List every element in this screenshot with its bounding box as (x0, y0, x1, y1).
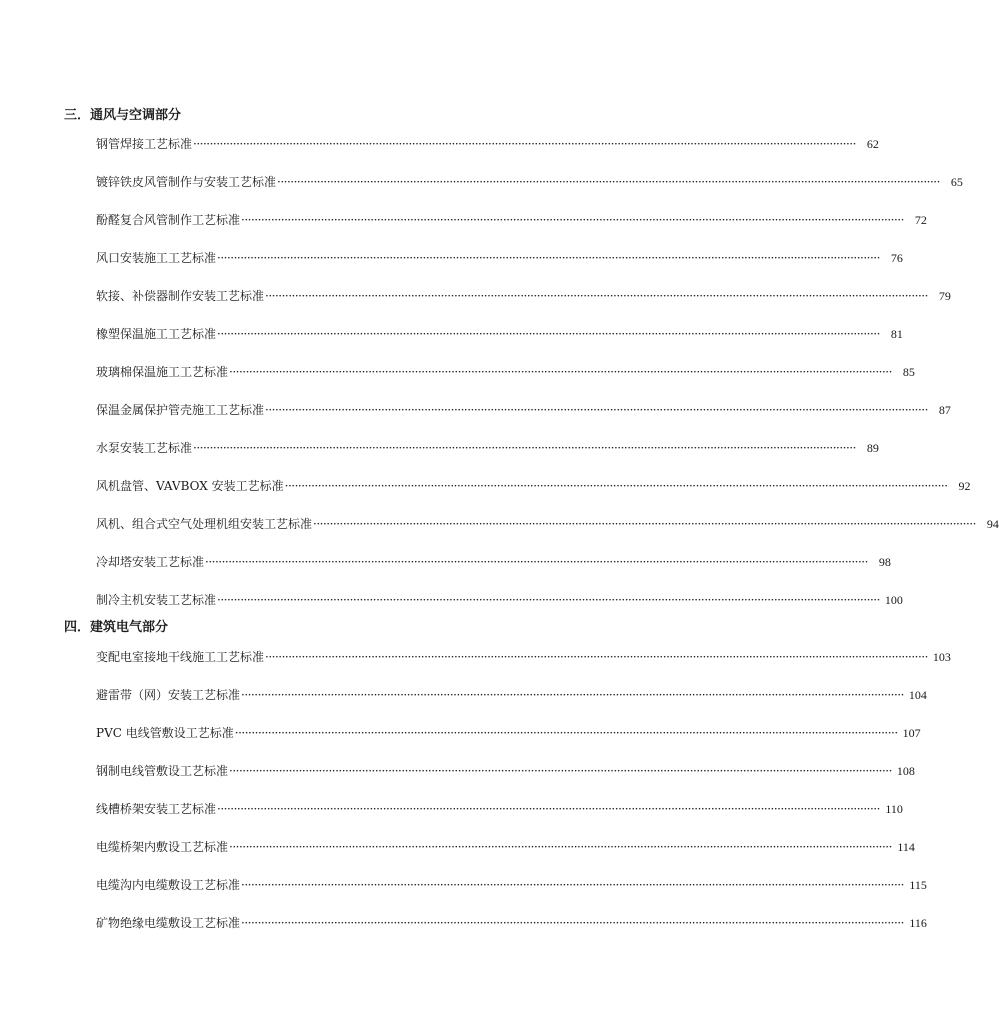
toc-entry-page: 72 (914, 213, 927, 227)
toc-entry[interactable] (96, 174, 963, 190)
toc-entry-page: 85 (902, 365, 915, 379)
toc-entry-title: 水泵安装工艺标准 (96, 441, 193, 455)
dot-leader: ········································································································································································································ (241, 213, 904, 227)
toc-entry-title: 矿物绝缘电缆敷设工艺标准 (96, 916, 241, 930)
toc-entry[interactable] (96, 915, 927, 931)
toc-entry-page: 116 (909, 916, 927, 930)
toc-entry-page: 115 (909, 878, 927, 892)
toc-entry-page: 103 (932, 650, 951, 664)
dot-leader: ········································································································································································································ (205, 555, 868, 569)
toc-entry-title: 保温金属保护管壳施工工艺标准 (96, 403, 265, 417)
dot-leader: ········································································································································································································ (313, 517, 976, 531)
toc-entry-page: 98 (878, 555, 891, 569)
section-heading-hvac: 三．通风与空调部分 (64, 108, 182, 123)
dot-leader: ········································································································································································································ (217, 327, 880, 341)
toc-entry-page: 94 (986, 517, 999, 531)
toc-entry-title: 钢制电线管敷设工艺标准 (96, 764, 229, 778)
toc-entry[interactable] (96, 554, 891, 570)
toc-entry[interactable] (96, 364, 915, 380)
toc-entry-title: 风口安装施工工艺标准 (96, 251, 217, 265)
toc-entry-page: 62 (866, 137, 879, 151)
toc-entry-page: 81 (890, 327, 903, 341)
dot-leader: ········································································································································································································ (217, 593, 880, 607)
toc-entry-title: 风机、组合式空气处理机组安装工艺标准 (96, 517, 313, 531)
dot-leader: ········································································································································································································ (217, 251, 880, 265)
toc-entry-title: 镀锌铁皮风管制作与安装工艺标准 (96, 175, 277, 189)
toc-entry[interactable] (96, 592, 903, 608)
toc-entry-page: 107 (902, 726, 921, 740)
toc-entry-page: 110 (885, 802, 903, 816)
dot-leader: ········································································································································································································ (193, 137, 856, 151)
toc-entry[interactable] (96, 212, 927, 228)
toc-entry-page: 100 (884, 593, 903, 607)
dot-leader: ········································································································································································································ (265, 403, 928, 417)
toc-entry[interactable] (96, 402, 951, 418)
dot-leader: ········································································································································································································ (229, 764, 892, 778)
dot-leader: ········································································································································································································ (217, 802, 880, 816)
toc-entry[interactable] (96, 839, 915, 855)
dot-leader: ········································································································································································································ (284, 479, 948, 493)
dot-leader: ········································································································································································································ (241, 916, 904, 930)
toc-entry-title: 制冷主机安装工艺标准 (96, 593, 217, 607)
toc-entry[interactable] (96, 725, 921, 741)
toc-entry[interactable] (96, 288, 951, 304)
toc-entry-title: 避雷带（网）安装工艺标准 (96, 688, 241, 702)
toc-entry[interactable] (96, 478, 971, 494)
toc-entry-page: 104 (908, 688, 927, 702)
toc-entry[interactable] (96, 877, 927, 893)
toc-entry[interactable] (96, 687, 927, 703)
dot-leader: ········································································································································································································ (229, 840, 892, 854)
toc-entry[interactable] (96, 326, 903, 342)
dot-leader: ········································································································································································································ (265, 650, 928, 664)
toc-entry-page: 89 (866, 441, 879, 455)
toc-entry[interactable] (96, 801, 903, 817)
toc-entry[interactable] (96, 763, 915, 779)
toc-entry-page: 114 (897, 840, 915, 854)
toc-entry-title: 线槽桥架安装工艺标准 (96, 802, 217, 816)
toc-entry-page: 76 (890, 251, 903, 265)
dot-leader: ········································································································································································································ (234, 726, 898, 740)
toc-entry-title: 电缆桥架内敷设工艺标准 (96, 840, 229, 854)
toc-entry-title: 酚醛复合风管制作工艺标准 (96, 213, 241, 227)
toc-entry-title: 软接、补偿器制作安装工艺标准 (96, 289, 265, 303)
toc-entry-title: 钢管焊接工艺标准 (96, 137, 193, 151)
toc-entry-title: 橡塑保温施工工艺标准 (96, 327, 217, 341)
toc-entry-page: 92 (958, 479, 971, 493)
toc-entry[interactable] (96, 440, 879, 456)
toc-entry-title: 变配电室接地干线施工工艺标准 (96, 650, 265, 664)
toc-entry-page: 79 (938, 289, 951, 303)
toc-entry[interactable] (96, 136, 879, 152)
toc-entry-title: 电缆沟内电缆敷设工艺标准 (96, 878, 241, 892)
dot-leader: ········································································································································································································ (277, 175, 940, 189)
toc-entry-title: 风机盘管、VAVBOX 安装工艺标准 (96, 479, 284, 493)
toc-entry[interactable] (96, 250, 903, 266)
toc-entry-title: PVC 电线管敷设工艺标准 (96, 726, 234, 740)
toc-entry[interactable] (96, 649, 951, 665)
toc-entry-page: 65 (950, 175, 963, 189)
toc-entry[interactable] (96, 516, 999, 532)
toc-entry-page: 108 (896, 764, 915, 778)
dot-leader: ········································································································································································································ (241, 688, 904, 702)
toc-entry-title: 玻璃棉保温施工工艺标准 (96, 365, 229, 379)
toc-entry-page: 87 (938, 403, 951, 417)
toc-entry-title: 冷却塔安装工艺标准 (96, 555, 205, 569)
section-heading-electrical: 四．建筑电气部分 (64, 620, 169, 635)
dot-leader: ········································································································································································································ (241, 878, 904, 892)
dot-leader: ········································································································································································································ (265, 289, 928, 303)
dot-leader: ········································································································································································································ (229, 365, 892, 379)
dot-leader: ········································································································································································································ (193, 441, 856, 455)
